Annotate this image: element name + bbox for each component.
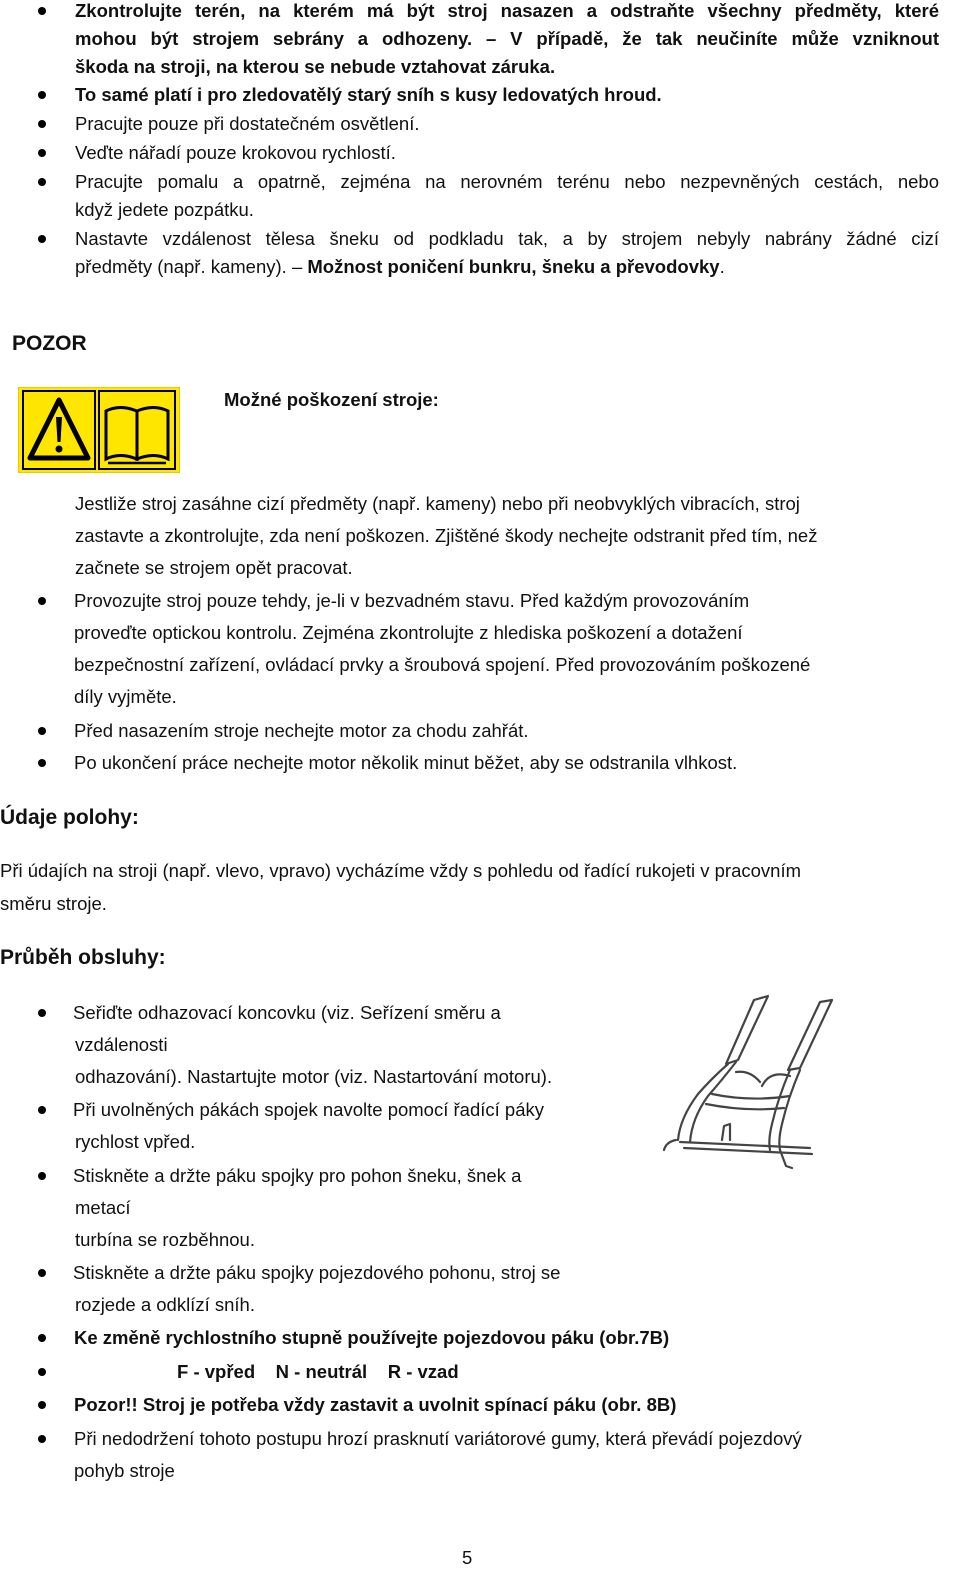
list-item-text: Pracujte pomalu a opatrně, zejména na nerovném terénu nebo nezpevněných cestách, nebo	[75, 171, 939, 192]
list-item-text: Seřiďte odhazovací koncovku (viz. Seřízení směru a	[73, 1002, 501, 1023]
warning-manual-icon	[18, 387, 180, 473]
list-item-text: mohou být strojem sebrány a odhozeny. – V případě, že tak neučiníte může vzniknout	[75, 28, 939, 49]
list-item-text: pohyb stroje	[74, 1460, 175, 1481]
snowblower-handle-drawing	[650, 990, 850, 1175]
pozor-subtitle: Možné poškození stroje:	[224, 389, 439, 410]
bullet	[38, 178, 46, 186]
list-item-text: odhazování). Nastartujte motor (viz. Nastartování motoru).	[75, 1066, 553, 1087]
bullet	[38, 727, 46, 735]
bullet	[38, 597, 46, 605]
bullet	[38, 1269, 46, 1277]
list-item-text: Stiskněte a držte páku spojky pojezdového pohonu, stroj se	[73, 1262, 561, 1283]
list-item-text-part: .	[719, 256, 725, 277]
list-item-text: Pozor!! Stroj je potřeba vždy zastavit a uvolnit spínací páku (obr. 8B)	[74, 1394, 677, 1415]
bullet	[38, 7, 46, 15]
warning-sign	[18, 387, 180, 473]
bullet	[38, 120, 46, 128]
bullet	[38, 1401, 46, 1409]
list-item-text: bezpečnostní zařízení, ovládací prvky a šroubová spojení. Před provozováním poškozené	[74, 654, 811, 675]
list-item-text: Provozujte stroj pouze tehdy, je-li v bezvadném stavu. Před každým provozováním	[74, 590, 750, 611]
list-item-text: Stiskněte a držte páku spojky pro pohon šneku, šnek a	[73, 1165, 522, 1186]
list-item-text: Nastavte vzdálenost tělesa šneku od podkladu tak, a by strojem nebyly nabrány žádné cizí	[75, 228, 939, 249]
list-item-text: díly vyjměte.	[74, 686, 177, 707]
list-item-text: Pracujte pouze při dostatečném osvětlení.	[75, 113, 420, 134]
list-item-text: Ke změně rychlostního stupně používejte pojezdovou páku (obr.7B)	[74, 1327, 670, 1348]
list-item-emphasis: Možnost poničení bunkru, šneku a převodovky	[307, 256, 720, 277]
list-item-text: rozjede a odklízí sníh.	[75, 1294, 255, 1315]
list-item-text: Při nedodržení tohoto postupu hrozí prasknutí variátorové gumy, která převádí pojezdový	[74, 1428, 802, 1449]
bullet	[38, 1368, 46, 1376]
list-item-text: F - vpřed N - neutrál R - vzad	[177, 1361, 459, 1382]
paragraph-line: Jestliže stroj zasáhne cizí předměty (např. kameny) nebo při neobvyklých vibracích, stroj	[75, 493, 800, 514]
bullet	[38, 149, 46, 157]
page-number: 5	[462, 1547, 473, 1568]
bullet	[38, 1334, 46, 1342]
list-item-text: Zkontrolujte terén, na kterém má být stroj nasazen a odstraňte všechny předměty, které	[75, 0, 939, 21]
bullet	[38, 91, 46, 99]
bullet	[38, 1106, 46, 1114]
list-item-text: turbína se rozběhnou.	[75, 1229, 255, 1250]
list-item-text: vzdálenosti	[75, 1034, 168, 1055]
paragraph-line: směru stroje.	[0, 893, 107, 914]
handle-illustration	[650, 990, 850, 1175]
list-item-text: To samé platí i pro zledovatělý starý sníh s kusy ledovatých hroud.	[75, 84, 662, 105]
position-heading: Údaje polohy:	[0, 806, 139, 829]
operation-heading: Průběh obsluhy:	[0, 946, 166, 969]
list-item-text: proveďte optickou kontrolu. Zejména zkontrolujte z hlediska poškození a dotažení	[74, 622, 743, 643]
paragraph-line: začnete se strojem opět pracovat.	[75, 557, 353, 578]
bullet	[38, 1435, 46, 1443]
list-item-text: Po ukončení práce nechejte motor několik minut běžet, aby se odstranila vlhkost.	[74, 752, 738, 773]
paragraph-line: Při údajích na stroji (např. vlevo, vpravo) vycházíme vždy s pohledu od řadící rukojeti v pracovním	[0, 860, 801, 881]
bullet	[38, 759, 46, 767]
bullet	[38, 235, 46, 243]
list-item-text: Při uvolněných pákách spojek navolte pomocí řadící páky	[73, 1099, 544, 1120]
list-item-text: škoda na stroji, na kterou se nebude vztahovat záruka.	[75, 56, 556, 77]
bullet	[38, 1009, 46, 1017]
list-item-text: metací	[75, 1197, 131, 1218]
list-item-text-part: předměty (např. kameny). –	[75, 256, 308, 277]
paragraph-line: zastavte a zkontrolujte, zda není poškozen. Zjištěné škody nechejte odstranit před tím, než	[75, 525, 818, 546]
list-item-text: když jedete pozpátku.	[75, 199, 254, 220]
list-item-text: rychlost vpřed.	[75, 1131, 196, 1152]
list-item-text: Před nasazením stroje nechejte motor za chodu zahřát.	[74, 720, 529, 741]
bullet	[38, 1172, 46, 1180]
list-item-text	[75, 256, 725, 278]
list-item-text: Veďte nářadí pouze krokovou rychlostí.	[75, 142, 396, 163]
pozor-heading: POZOR	[12, 332, 87, 355]
